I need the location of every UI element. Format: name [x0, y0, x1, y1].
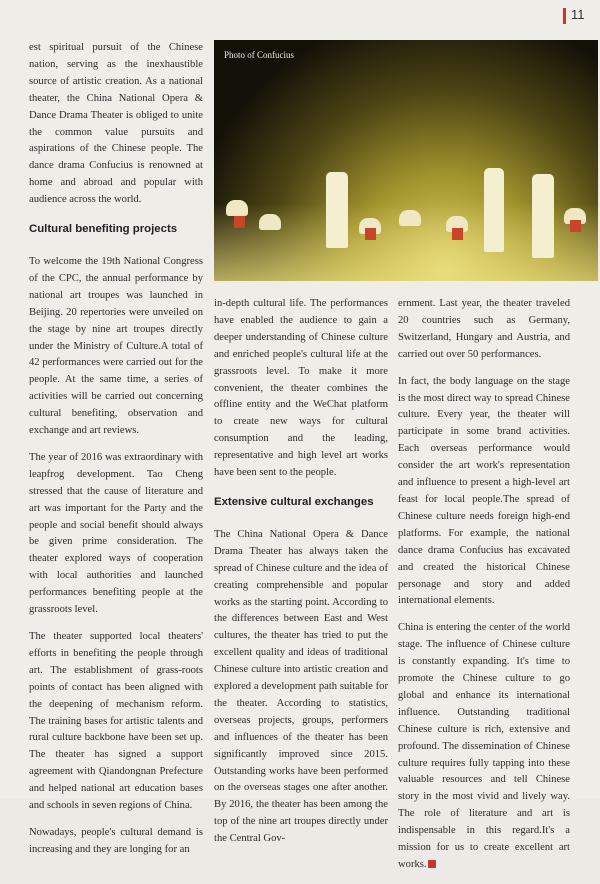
dancer-figure — [484, 168, 504, 252]
column-2 — [214, 296, 388, 858]
photo-caption: Photo of Confucius — [224, 50, 295, 60]
photo-confucius-performance — [214, 40, 598, 281]
seated-figure — [399, 210, 421, 226]
col1-paragraph-2: To welcome the 19th National Congress of the CPC, the annual performance by national art troupes was launched in Beijing. 20 repertories were unveiled on the stage by nine art troupes directly under the Ministry of Culture.A total of 42 performances were carried out for the people. At the same time, a series of activities will be carried out concerning cultural benefiting, observation and exchange and art reviews. — [29, 255, 203, 437]
heading-extensive-exchanges: Extensive cultural exchanges — [214, 495, 374, 508]
col1-paragraph-5: Nowadays, people's cultural demand is increasing and they are longing for an — [29, 826, 203, 855]
col3-paragraph-3: China is entering the center of the world stage. The influence of Chinese culture is constantly expanding. It's time to promote the Chinese culture to go global and enhance its international influence. Outstanding traditional Chinese culture is rich, extensive and profound. The dissemination of Chinese culture requires fully tapping into these valuable resources and tell Chinese story in the most vivid and lively way. The role of literature and art is indispensable in this regard.It's a mission for us to create excellent art works. — [398, 622, 570, 870]
red-banner — [570, 220, 581, 232]
page-number-bar — [563, 8, 566, 24]
col1-paragraph-1: est spiritual pursuit of the Chinese nation, serving as the inexhaustible source of artistic creation. As a national theater, the China National Opera & Dance Drama Theater is obliged to unite the common value pursuits and aspirations of the Chinese people. The dance drama Confucius is renowned at home and abroad and popular with audience across the world. — [29, 42, 203, 206]
dancer-figure — [532, 174, 554, 258]
seated-figure — [259, 214, 281, 230]
red-banner — [365, 228, 376, 240]
end-mark-icon — [428, 860, 436, 868]
col1-paragraph-4: The theater supported local theaters' efforts in benefiting the people through art. The establishment of grass-roots points of contact has been aligned with the deepening of mechanism reform. The training bases for artistic talents and rural culture backbone have been set up. The theater has signed a support agreement with Qiandongnan Prefecture and helped national art education bases and schools in seven regions of China. — [29, 631, 203, 812]
column-3 — [398, 296, 570, 884]
page-number: 11 — [571, 7, 585, 22]
col3-paragraph-2: In fact, the body language on the stage is the most direct way to spread Chinese culture. Every year, the theater will participate in some brand activities. Each overseas performance would consider the art work's representation and influence to present a high-level art feast for local people.The spread of Chinese culture needs foreign high-end platforms. For example, the national dance drama Confucius has excavated and created the historical Chinese personage and story and added international elements. — [398, 375, 570, 607]
heading-cultural-benefiting: Cultural benefiting projects — [29, 223, 178, 236]
col2-paragraph-2: The China National Opera & Dance Drama Theater has always taken the spread of Chinese culture and the idea of creating comprehensible and popular works as the starting point. According to the differences between East and West cultures, the theater has tried to put the excellent quality and ideas of traditional Chinese culture into artistic creation and explored a development path suitable for the theater. According to statistics, overseas projects, groups, performers and influences of the theater has been significantly improved since 2015. Outstanding works have been performed on the overseas stages one after another. By 2016, the theater has been among the top of the nine art troupes directly under the Central Gov- — [214, 528, 388, 845]
col2-paragraph-1: in-depth cultural life. The performances have enabled the audience to gain a deeper understanding of Chinese culture and enriched people's cultural life at the grassroots level. To make it more convenient, the theater combines the offline entity and the WeChat platform to create new ways for cultural consumption and the leading, representative and high level art works have been sent to the people. — [214, 298, 388, 479]
seated-figure — [226, 200, 248, 216]
col3-paragraph-1: ernment. Last year, the theater traveled 20 countries such as Germany, Switzerland, Hungary and Austria, and carried out over 50 performances. — [398, 298, 570, 360]
red-banner — [234, 216, 245, 228]
dancer-figure — [326, 172, 348, 248]
red-banner — [452, 228, 463, 240]
column-1 — [29, 40, 203, 869]
col1-paragraph-3: The year of 2016 was extraordinary with leapfrog development. Tao Cheng stressed that the cause of literature and art was important for the Party and the people and social benefit should always be given prime consideration. The theater explored ways of cooperation with local authorities and launched performances benefiting people at the grassroots level. — [29, 451, 203, 616]
